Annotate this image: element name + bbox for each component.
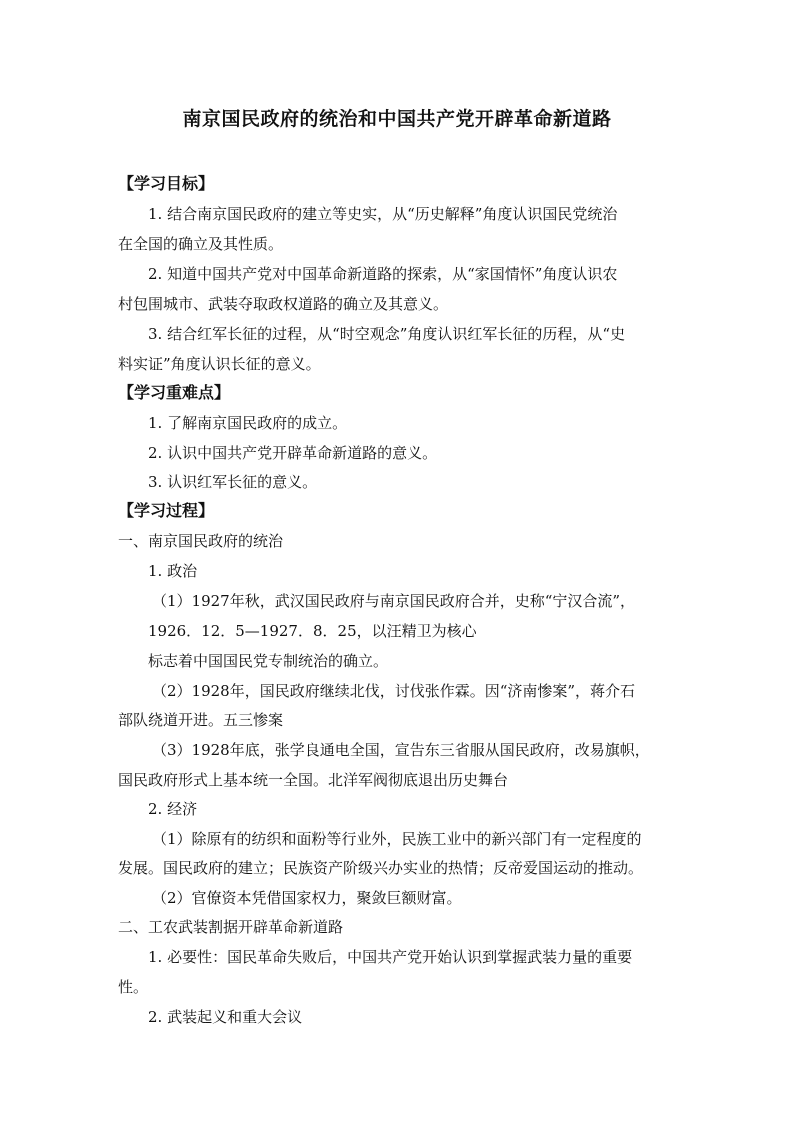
item-economy: 2. 经济 (148, 800, 198, 818)
necessity-line-2: 性。 (118, 978, 149, 996)
section-heading-process: 【学习过程】 (118, 501, 215, 520)
key-point-1: 1. 了解南京国民政府的成立。 (148, 414, 348, 432)
objective-1-line-2: 在全国的确立及其性质。 (118, 235, 284, 253)
section-heading-objectives: 【学习目标】 (118, 174, 215, 193)
politics-point-3-line-1: （3）1928年底，张学良通电全国，宣告东三省服从国民政府，改易旗帜， (152, 741, 650, 759)
objective-3-line-1: 3. 结合红军长征的过程，从“时空观念”角度认识红军长征的历程，从“史 (148, 325, 626, 343)
politics-point-2-line-1: （2）1928年，国民政府继续北伐，讨伐张作霖。因“济南惨案”，蒋介石 (152, 682, 636, 700)
subsection-heading-1: 一、南京国民政府的统治 (118, 532, 284, 550)
objective-3-line-2: 料实证”角度认识长征的意义。 (118, 355, 321, 373)
key-point-2: 2. 认识中国共产党开辟革命新道路的意义。 (148, 444, 438, 462)
economy-point-1-line-2: 发展。国民政府的建立；民族资产阶级兴办实业的热情；反帝爱国运动的推动。 (118, 859, 644, 877)
necessity-line-1: 1. 必要性：国民革命失败后，中国共产党开始认识到掌握武装力量的重要 (148, 948, 633, 966)
document-title: 南京国民政府的统治和中国共产党开辟革命新道路 (182, 108, 612, 130)
objective-2-line-2: 村包围城市、武装夺取政权道路的确立及其意义。 (118, 295, 449, 313)
politics-point-1-line-3: 标志着中国国民党专制统治的确立。 (148, 652, 389, 670)
objective-1-line-1: 1. 结合南京国民政府的建立等史实，从“历史解释”角度认识国民党统治 (148, 205, 618, 223)
politics-point-1-line-2: 1926．12．5—1927．8．25，以汪精卫为核心 (148, 622, 477, 640)
section-heading-key-points: 【学习重难点】 (118, 383, 231, 402)
subsection-heading-2: 二、工农武装割据开辟革命新道路 (118, 918, 344, 936)
economy-point-1-line-1: （1）除原有的纺织和面粉等行业外，民族工业中的新兴部门有一定程度的 (152, 830, 642, 848)
objective-2-line-1: 2. 知道中国共产党对中国革命新道路的探索，从“家国情怀”角度认识农 (148, 265, 618, 283)
politics-point-1-line-1: （1）1927年秋，武汉国民政府与南京国民政府合并，史称“宁汉合流”， (152, 592, 636, 610)
key-point-3: 3. 认识红军长征的意义。 (148, 473, 318, 491)
economy-point-2: （2）官僚资本凭借国家权力，聚敛巨额财富。 (152, 889, 462, 907)
item-uprisings: 2. 武装起义和重大会议 (148, 1008, 303, 1026)
politics-point-2-line-2: 部队绕道开进。五三惨案 (118, 711, 284, 729)
item-politics: 1. 政治 (148, 562, 198, 580)
politics-point-3-line-2: 国民政府形式上基本统一全国。北洋军阀彻底退出历史舞台 (118, 771, 509, 789)
